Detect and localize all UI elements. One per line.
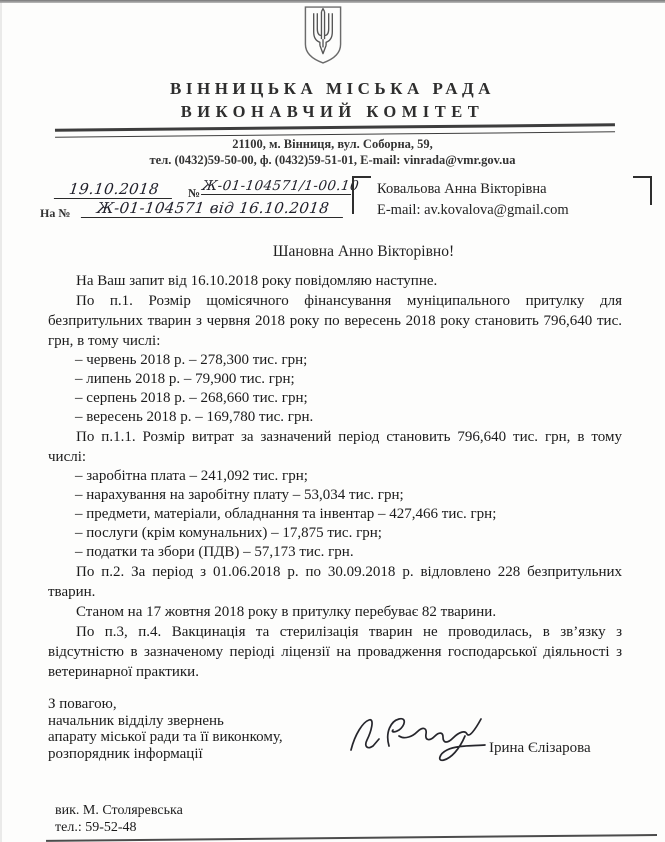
ref-number-label: № xyxy=(188,186,201,200)
reply-number-field: Ж-01-104571 від 16.10.2018 xyxy=(81,199,345,218)
list-item: – предмети, матеріали, обладнання та інвентар – 427,466 тис. грн; xyxy=(75,506,497,522)
paragraph-intro: На Ваш запит від 16.10.2018 року повідомляю наступне. xyxy=(76,273,438,289)
signer-title-line: начальник відділу звернень xyxy=(48,712,224,729)
list-item: – липень 2018 р. – 79,900 тис. грн; xyxy=(75,371,295,387)
scan-edge-bottom xyxy=(46,834,657,842)
header-divider xyxy=(55,123,615,137)
executor-name: вик. М. Столяревська xyxy=(55,803,183,818)
signer-title-line: розпорядник інформації xyxy=(48,745,203,762)
scan-edge-left xyxy=(0,0,2,842)
paragraph-item1-1: По п.1.1. Розмір витрат за зазначений період становить 796,640 тис. грн, в тому числі: xyxy=(48,429,622,465)
list-item: – вересень 2018 р. – 169,780 тис. грн. xyxy=(75,409,314,425)
executor-phone: тел.: 59-52-48 xyxy=(55,820,137,835)
addressee-block xyxy=(352,176,652,232)
ref-number-field: Ж-01-104571/1-00.10 xyxy=(201,178,360,194)
org-name-line1: ВІННИЦЬКА МІСЬКА РАДА xyxy=(170,79,495,98)
addressee-email: E-mail: av.kovalova@gmail.com xyxy=(377,202,569,218)
closing-phrase: З повагою, xyxy=(48,696,117,712)
funding-list xyxy=(48,351,622,427)
paragraph-item3-4: По п.3, п.4. Вакцинація та стерилізація тварин не проводилась, в зв’язку з відсутністю в зазначеному періоді ліцензії на провадження господарської діяльності з ветеринарної практики. xyxy=(48,624,622,680)
scan-edge-top xyxy=(0,0,665,3)
signer-name: Ірина Єлізарова xyxy=(489,740,591,756)
paragraph-item1: По п.1. Розмір щомісячного фінансування муніципального притулку для безпритульних тварин з червня 2018 року по вересень 2018 року становить 796,640 тис. грн, в тому числі: xyxy=(48,293,622,349)
letter-body xyxy=(48,271,622,682)
reply-number-label: На № xyxy=(40,206,71,220)
list-item: – податки та збори (ПДВ) – 57,173 тис. грн. xyxy=(75,544,354,560)
list-item: – серпень 2018 р. – 268,660 тис. грн; xyxy=(75,390,308,406)
signature-block xyxy=(48,696,283,762)
list-item: – нарахування на заробітну плату – 53,034 тис. грн; xyxy=(75,487,404,503)
list-item: – червень 2018 р. – 278,300 тис. грн; xyxy=(75,352,308,368)
list-item: – заробітна плата – 241,092 тис. грн; xyxy=(75,468,308,484)
ukraine-trident-emblem-icon xyxy=(302,5,344,65)
signature-scribble-icon xyxy=(345,706,493,766)
handwritten-signature xyxy=(345,706,493,766)
addressee-name: Ковальова Анна Вікторівна xyxy=(377,181,547,197)
ref-date-field: 19.10.2018 xyxy=(54,180,174,199)
paragraph-item2: По п.2. За період з 01.06.2018 р. по 30.09.2018 р. відловлено 228 безпритульних тварин. xyxy=(48,564,622,600)
list-item: – послуги (крім комунальних) – 17,875 тис. грн; xyxy=(75,525,382,541)
paragraph-shelter-count: Станом на 17 жовтня 2018 року в притулку перебуває 82 тварини. xyxy=(76,604,497,620)
salutation: Шановна Анно Вікторівно! xyxy=(272,243,455,260)
trident-icon xyxy=(302,5,344,65)
signer-title-line: апарату міської ради та її виконкому, xyxy=(48,729,283,745)
org-contacts: тел. (0432)59-50-00, ф. (0432)59-51-01, E-mail: vinrada@vmr.gov.ua xyxy=(149,153,516,167)
expenses-list xyxy=(48,467,622,562)
org-address: 21100, м. Вінниця, вул. Соборна, 59, xyxy=(232,137,433,151)
org-name-line2: ВИКОНАВЧИЙ КОМІТЕТ xyxy=(180,102,485,121)
